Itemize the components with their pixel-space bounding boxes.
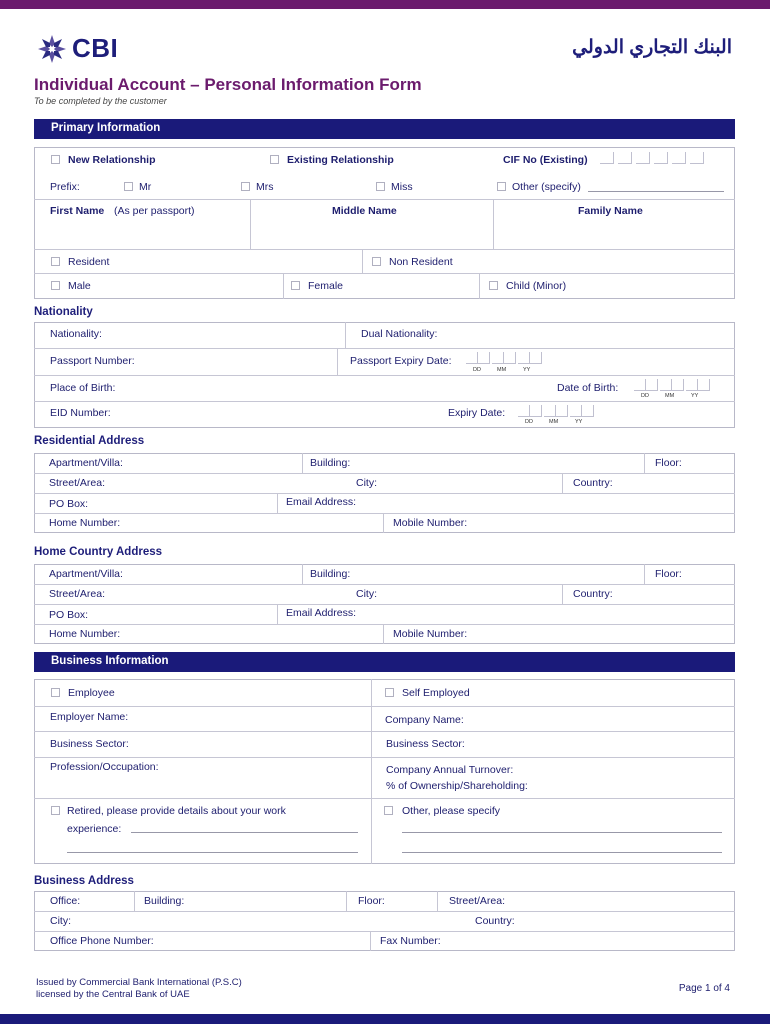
mr-label: Mr [139, 181, 152, 193]
retired-experience-label: experience: [67, 823, 122, 835]
res-building-label: Building: [310, 457, 351, 469]
existing-relationship-label: Existing Relationship [287, 154, 394, 166]
employee-label: Employee [68, 687, 115, 699]
passport-number-label: Passport Number: [50, 355, 135, 367]
company-name-label: Company Name: [385, 714, 464, 726]
non-resident-checkbox[interactable] [372, 257, 381, 266]
arabic-bank-name: البنك التجاري الدولي [572, 37, 732, 58]
existing-relationship-checkbox[interactable] [270, 155, 279, 164]
nationality-label: Nationality: [50, 328, 102, 340]
res-home-number-label: Home Number: [49, 517, 121, 529]
child-minor-label: Child (Minor) [506, 280, 567, 292]
place-of-birth-label: Place of Birth: [50, 382, 116, 394]
biz-floor-label: Floor: [358, 895, 385, 907]
business-sector-right-label: Business Sector: [386, 738, 465, 750]
miss-checkbox[interactable] [376, 182, 385, 191]
retired-label: Retired, please provide details about your work [67, 805, 286, 817]
home-street-label: Street/Area: [49, 588, 106, 600]
resident-label: Resident [68, 256, 110, 268]
business-information-band: Business Information [34, 652, 735, 672]
employer-name-label: Employer Name: [50, 711, 129, 723]
mrs-checkbox[interactable] [241, 182, 250, 191]
cbi-star-icon [38, 35, 66, 63]
retired-details-line-2[interactable] [67, 852, 358, 853]
female-checkbox[interactable] [291, 281, 300, 290]
retired-details-line-1[interactable] [131, 832, 358, 833]
dual-nationality-label: Dual Nationality: [361, 328, 438, 340]
home-country-address-heading: Home Country Address [34, 546, 163, 558]
other-prefix-line[interactable] [588, 191, 724, 192]
top-accent-bar [0, 0, 770, 9]
footer-line-1: Issued by Commercial Bank International (P.S.C) [36, 977, 242, 988]
mrs-label: Mrs [256, 181, 274, 193]
prefix-label: Prefix: [50, 181, 80, 193]
other-business-checkbox[interactable] [384, 806, 393, 815]
biz-city-label: City: [50, 915, 71, 927]
resident-checkbox[interactable] [51, 257, 60, 266]
home-building-label: Building: [310, 568, 351, 580]
res-email-label: Email Address: [286, 496, 357, 508]
other-prefix-checkbox[interactable] [497, 182, 506, 191]
office-phone-label: Office Phone Number: [50, 935, 154, 947]
biz-building-label: Building: [144, 895, 185, 907]
middle-name-field[interactable] [251, 221, 492, 248]
fax-number-label: Fax Number: [380, 935, 441, 947]
page-number: Page 1 of 4 [678, 983, 730, 994]
bottom-accent-bar [0, 1014, 770, 1024]
home-country-label: Country: [573, 588, 613, 600]
male-label: Male [68, 280, 91, 292]
non-resident-label: Non Resident [389, 256, 453, 268]
other-business-line-1[interactable] [402, 832, 722, 833]
company-turnover-label: Company Annual Turnover: [386, 764, 514, 776]
other-business-label: Other, please specify [402, 805, 501, 817]
profession-label: Profession/Occupation: [50, 761, 159, 773]
res-apartment-label: Apartment/Villa: [49, 457, 123, 469]
eid-number-label: EID Number: [50, 407, 111, 419]
child-minor-checkbox[interactable] [489, 281, 498, 290]
res-street-label: Street/Area: [49, 477, 106, 489]
expiry-date-label: Expiry Date: [448, 407, 506, 419]
new-relationship-checkbox[interactable] [51, 155, 60, 164]
business-address-heading: Business Address [34, 875, 134, 887]
office-label: Office: [50, 895, 81, 907]
self-employed-label: Self Employed [402, 687, 470, 699]
biz-street-label: Street/Area: [449, 895, 506, 907]
mr-checkbox[interactable] [124, 182, 133, 191]
self-employed-checkbox[interactable] [385, 688, 394, 697]
home-email-label: Email Address: [286, 607, 357, 619]
home-mobile-label: Mobile Number: [393, 628, 468, 640]
first-name-note: (As per passport) [114, 205, 195, 217]
family-name-field[interactable] [494, 221, 734, 248]
footer-issuer [36, 977, 242, 1001]
cif-label: CIF No (Existing) [503, 154, 588, 166]
footer-line-2: licensed by the Central Bank of UAE [36, 989, 190, 1000]
res-po-box-label: PO Box: [49, 498, 89, 510]
male-checkbox[interactable] [51, 281, 60, 290]
cif-digit-boxes[interactable] [600, 152, 712, 165]
res-country-label: Country: [573, 477, 613, 489]
biz-country-label: Country: [475, 915, 515, 927]
date-of-birth-label: Date of Birth: [557, 382, 619, 394]
res-city-label: City: [356, 477, 377, 489]
business-sector-left-label: Business Sector: [50, 738, 129, 750]
employee-checkbox[interactable] [51, 688, 60, 697]
passport-expiry-date-boxes[interactable]: DD MM YY [466, 352, 542, 374]
home-home-number-label: Home Number: [49, 628, 121, 640]
primary-information-band: Primary Information [34, 119, 735, 139]
eid-expiry-date-boxes[interactable]: DD MM YY [518, 405, 594, 427]
home-city-label: City: [356, 588, 377, 600]
other-prefix-label: Other (specify) [512, 181, 581, 193]
home-apartment-label: Apartment/Villa: [49, 568, 123, 580]
home-po-box-label: PO Box: [49, 609, 89, 621]
logo-text: CBI [72, 33, 119, 63]
passport-expiry-label: Passport Expiry Date: [350, 355, 452, 367]
first-name-field[interactable] [35, 221, 249, 248]
new-relationship-label: New Relationship [68, 154, 156, 166]
middle-name-label: Middle Name [332, 205, 397, 217]
home-floor-label: Floor: [655, 568, 682, 580]
form-title: Individual Account – Personal Information Form [34, 75, 422, 94]
first-name-label: First Name [50, 205, 105, 217]
res-mobile-label: Mobile Number: [393, 517, 468, 529]
date-of-birth-boxes[interactable]: DD MM YY [634, 379, 710, 401]
miss-label: Miss [391, 181, 413, 193]
female-label: Female [308, 280, 344, 292]
other-business-line-2[interactable] [402, 852, 722, 853]
residential-address-heading: Residential Address [34, 435, 145, 447]
res-floor-label: Floor: [655, 457, 682, 469]
ownership-label: % of Ownership/Shareholding: [386, 780, 528, 792]
form-subtitle: To be completed by the customer [34, 96, 167, 106]
family-name-label: Family Name [578, 205, 643, 217]
retired-checkbox[interactable] [51, 806, 60, 815]
nationality-heading: Nationality [34, 306, 93, 318]
cbi-logo [38, 33, 118, 64]
